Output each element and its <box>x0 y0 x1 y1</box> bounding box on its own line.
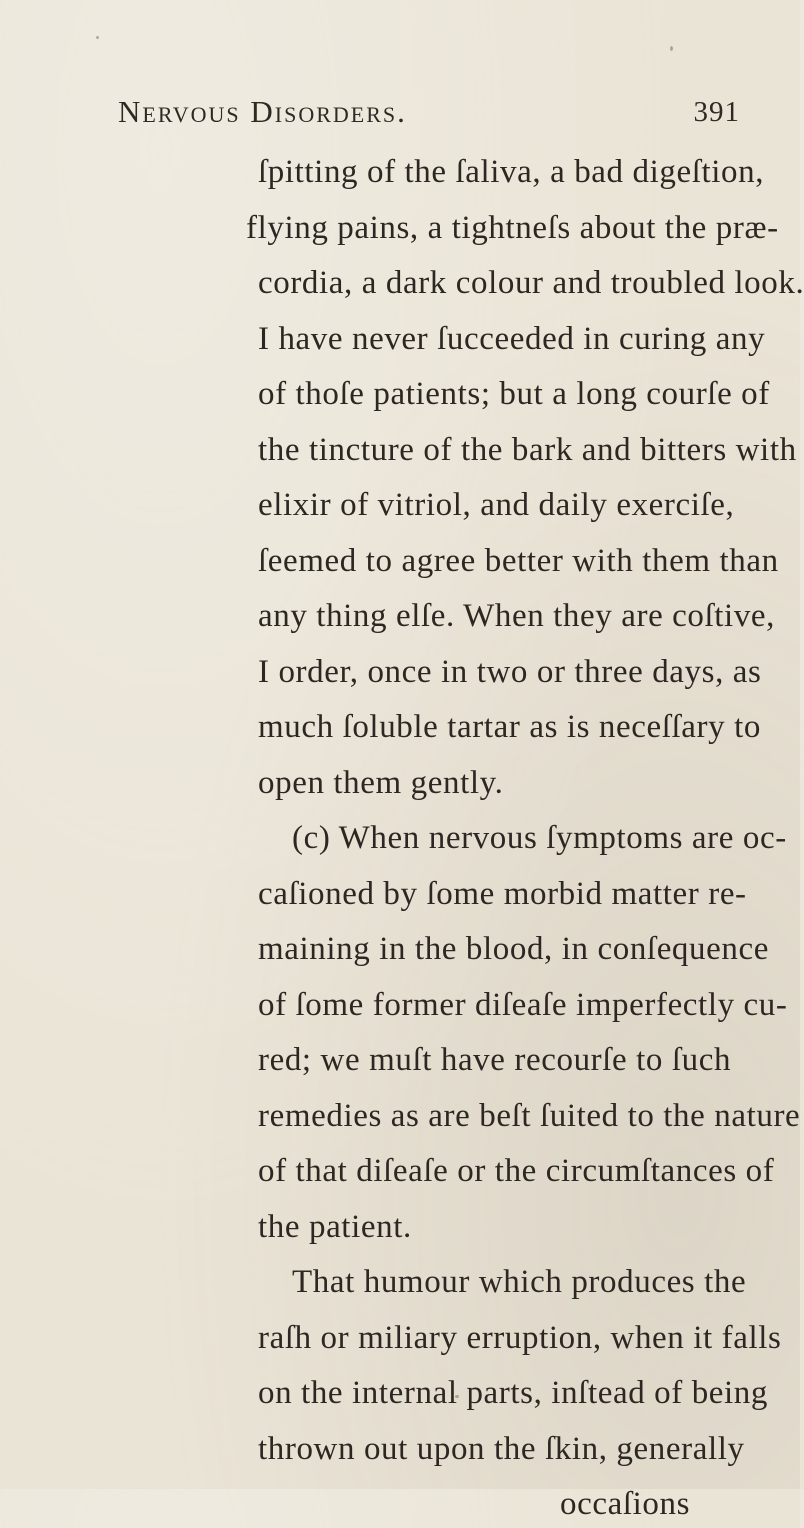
text-line: That humour which produces the <box>292 1264 747 1300</box>
text-line: I order, once in two or three days, as <box>258 653 762 690</box>
text-line: of thoſe patients; but a long courſe of <box>258 376 770 412</box>
paper-speck <box>455 1395 459 1398</box>
text-line: much ſoluble tartar as is neceſſary to <box>258 709 761 745</box>
text-line: I have never ſucceeded in curing any <box>258 320 766 357</box>
text-line: ſpitting of the ſaliva, a bad digeſtion, <box>258 154 765 190</box>
text-line: flying pains, a tightneſs about the præ- <box>246 209 779 246</box>
text-line: the tincture of the bark and bitters with <box>258 431 797 468</box>
paper-speck <box>96 36 99 39</box>
text-line: maining in the blood, in conſequence <box>258 931 769 967</box>
text-line: of that diſeaſe or the circumſtances of <box>258 1153 775 1189</box>
text-line: (c) When nervous ſymptoms are oc- <box>292 820 787 856</box>
text-line: open them gently. <box>258 764 504 801</box>
text-line: caſioned by ſome morbid matter re- <box>258 875 747 912</box>
text-line: elixir of vitriol, and daily exerciſe, <box>258 487 735 523</box>
text-line: raſh or miliary erruption, when it falls <box>258 1319 782 1356</box>
text-line: on the internal parts, inſtead of being <box>258 1375 769 1411</box>
page-number: 391 <box>693 96 740 128</box>
text-line: any thing elſe. When they are coſtive, <box>258 598 776 634</box>
text-line: ſeemed to agree better with them than <box>258 542 779 579</box>
text-line: the patient. <box>258 1208 412 1245</box>
text-line: of ſome former diſeaſe imperfectly cu- <box>258 986 788 1023</box>
text-line: cordia, a dark colour and troubled look. <box>258 265 804 301</box>
running-head: Nervous Disorders. <box>118 94 407 129</box>
text-line: red; we muſt have recourſe to ſuch <box>258 1042 732 1078</box>
catchword: occaſions <box>560 1486 691 1522</box>
text-line: thrown out upon the ſkin, generally <box>258 1430 745 1467</box>
text-line: remedies as are beſt ſuited to the nature <box>258 1097 801 1134</box>
paper-speck <box>670 46 673 51</box>
